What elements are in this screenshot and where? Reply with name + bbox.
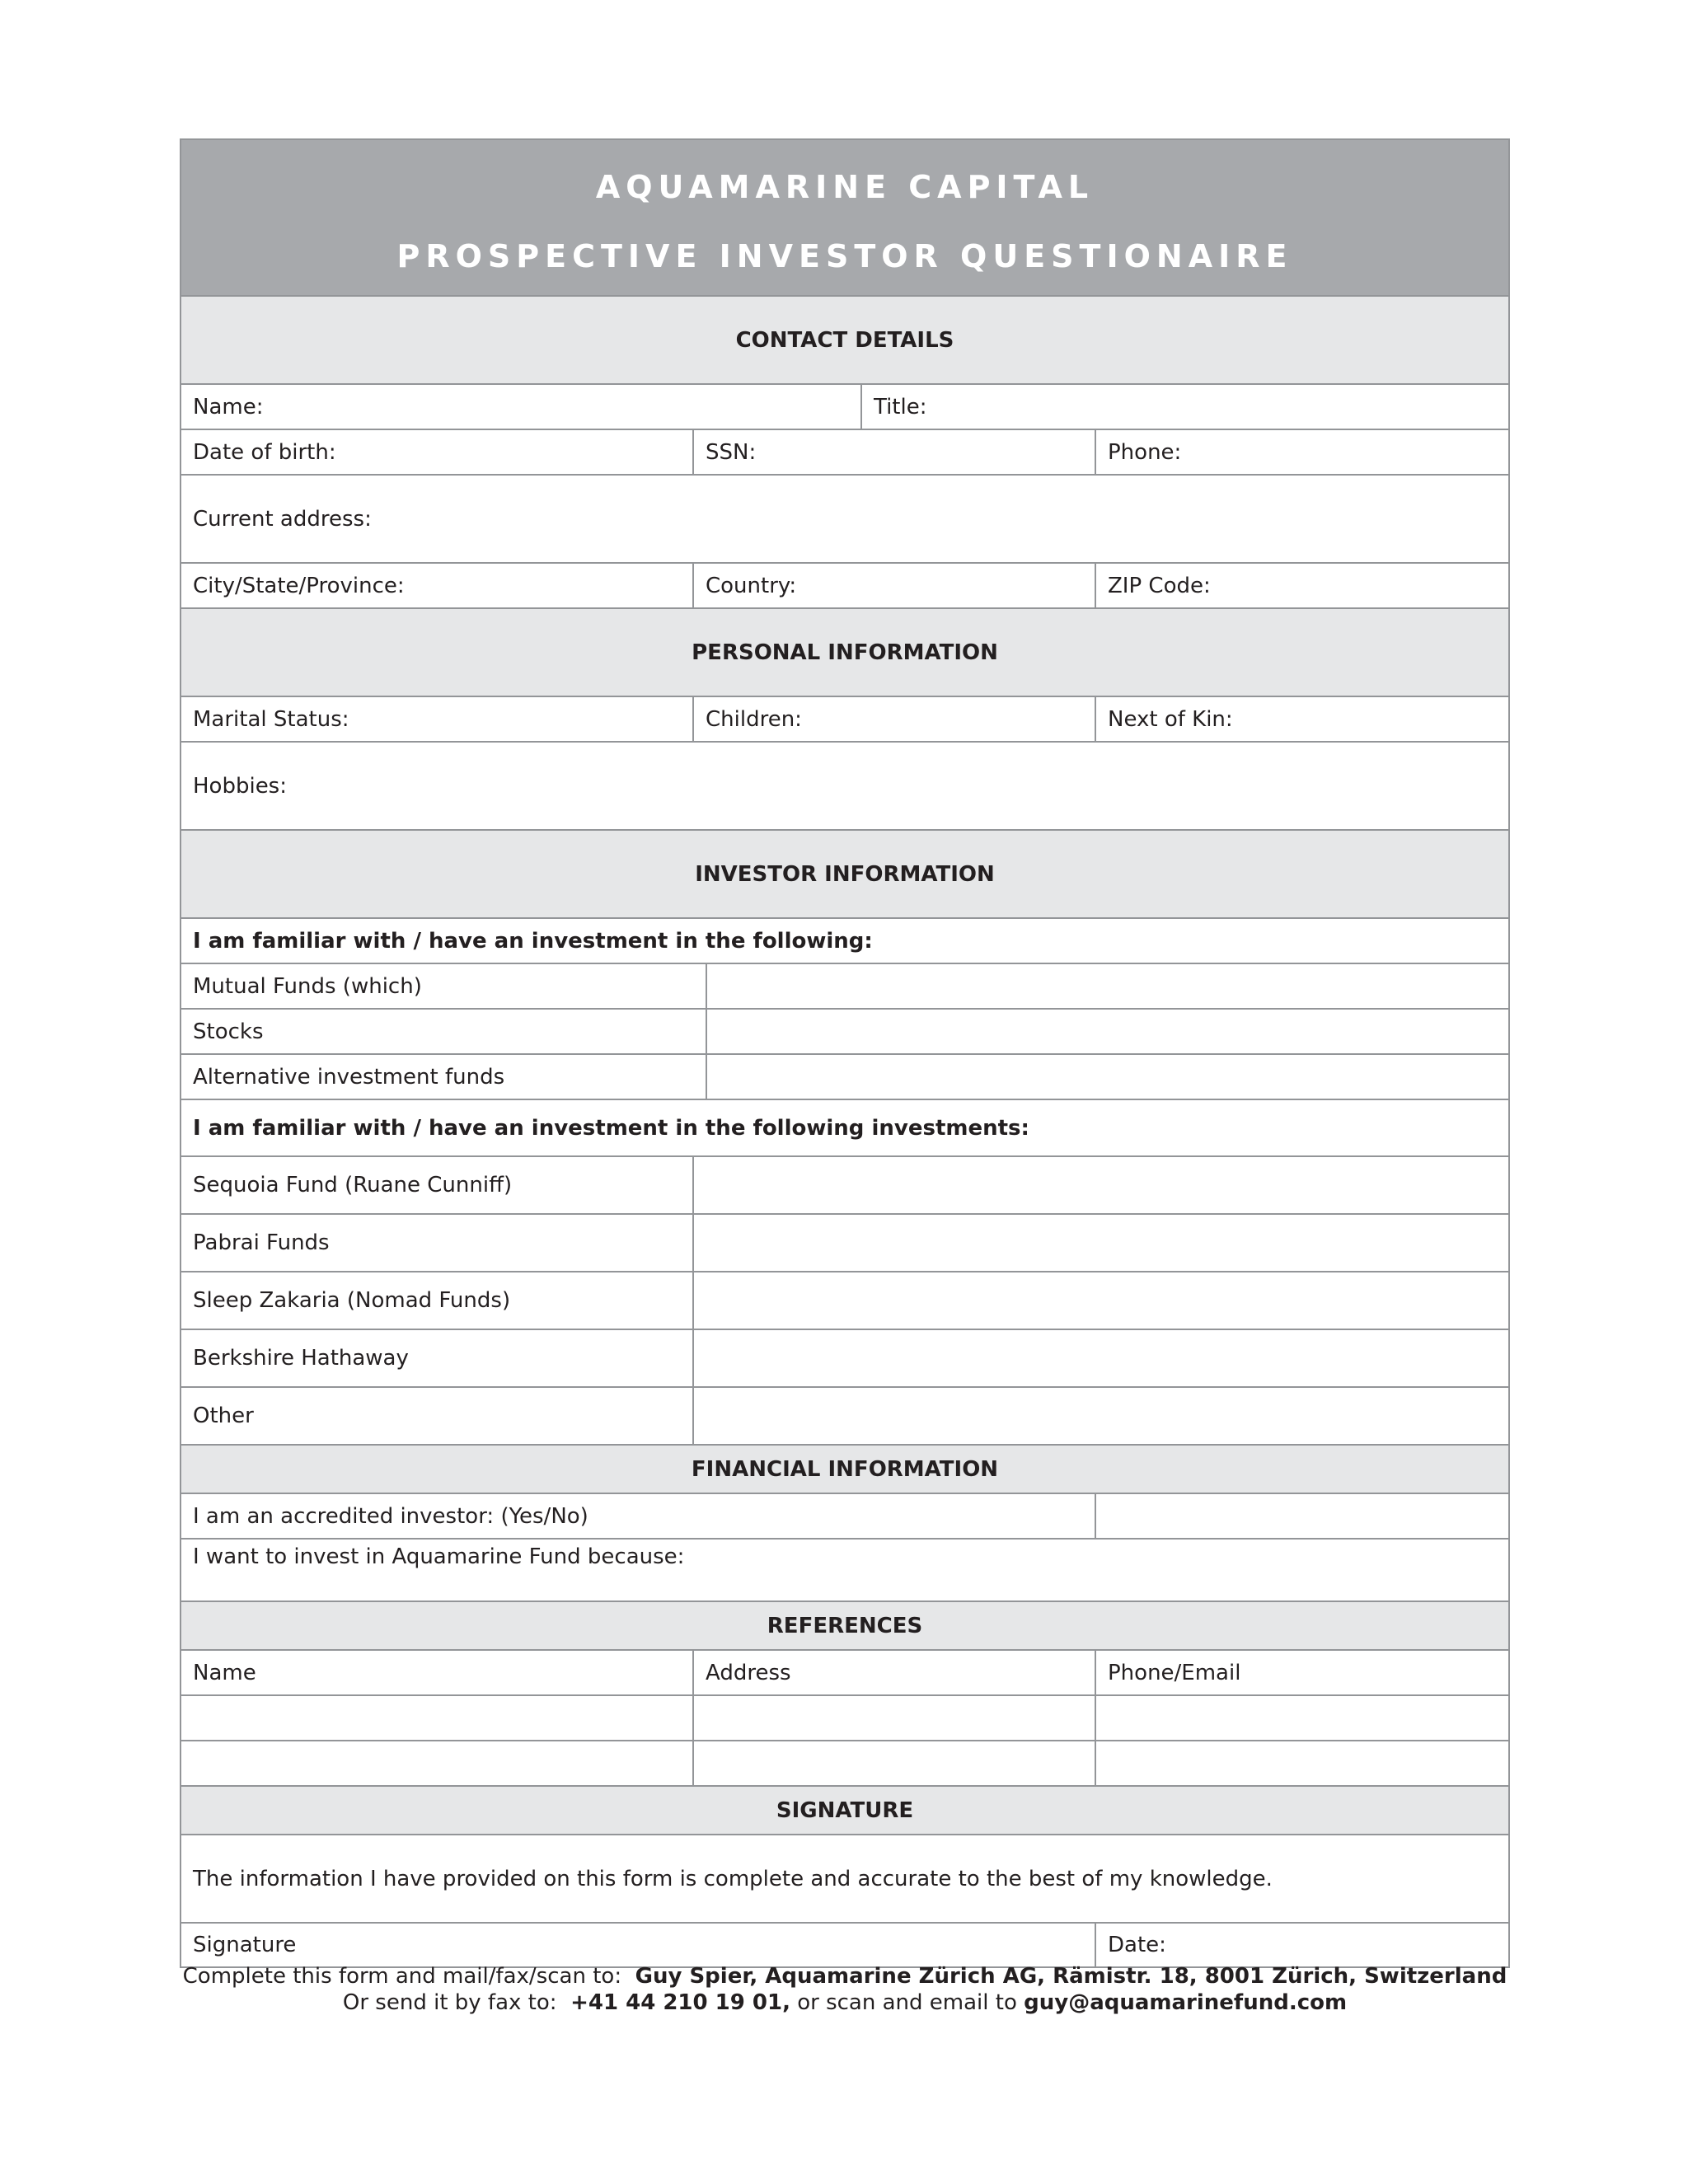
hobbies-field[interactable] bbox=[181, 743, 1508, 829]
alternative-funds-input[interactable] bbox=[706, 1055, 1508, 1099]
investor-form bbox=[180, 138, 1510, 1968]
reference-address-input[interactable] bbox=[692, 1741, 1095, 1785]
country-field[interactable] bbox=[692, 564, 1095, 607]
accredited-input[interactable] bbox=[1095, 1494, 1508, 1538]
row-label: Mutual Funds (which) bbox=[193, 973, 422, 999]
form-row bbox=[181, 917, 1508, 963]
column-header: Name bbox=[193, 1660, 256, 1685]
reference-row bbox=[181, 1694, 1508, 1740]
footer-line-1 bbox=[180, 1964, 1510, 1989]
investor-section-header bbox=[181, 829, 1508, 917]
field-label: ZIP Code: bbox=[1108, 573, 1211, 598]
name-field[interactable] bbox=[181, 385, 860, 429]
other-input[interactable] bbox=[692, 1388, 1508, 1444]
field-label: Date of birth: bbox=[193, 439, 336, 465]
references-section-header bbox=[181, 1601, 1508, 1649]
row-label: Alternative investment funds bbox=[193, 1064, 505, 1090]
zip-field[interactable] bbox=[1095, 564, 1508, 607]
contact-section-header bbox=[181, 295, 1508, 383]
row-label: Berkshire Hathaway bbox=[193, 1346, 409, 1371]
field-label: Country: bbox=[706, 573, 797, 598]
section-heading: INVESTOR INFORMATION bbox=[181, 831, 1508, 917]
ssn-field[interactable] bbox=[692, 430, 1095, 474]
berkshire-input[interactable] bbox=[692, 1330, 1508, 1386]
section-heading: CONTACT DETAILS bbox=[181, 297, 1508, 383]
familiar-investments-prompt: I am familiar with / have an investment in the following investments: bbox=[193, 1115, 1029, 1141]
row-label: Sequoia Fund (Ruane Cunniff) bbox=[193, 1173, 513, 1197]
form-row bbox=[181, 1538, 1508, 1601]
form-row bbox=[181, 1493, 1508, 1538]
investment-type-row bbox=[181, 963, 1508, 1008]
references-header-row bbox=[181, 1649, 1508, 1694]
kin-field[interactable] bbox=[1095, 697, 1508, 741]
phone-field[interactable] bbox=[1095, 430, 1508, 474]
field-label: Marital Status: bbox=[193, 706, 349, 732]
section-heading: FINANCIAL INFORMATION bbox=[181, 1446, 1508, 1493]
reference-name-input[interactable] bbox=[181, 1696, 692, 1740]
row-label: Other bbox=[193, 1404, 254, 1428]
investment-type-row bbox=[181, 1008, 1508, 1053]
field-label: Current address: bbox=[193, 506, 372, 532]
field-label: Hobbies: bbox=[193, 773, 287, 799]
personal-section-header bbox=[181, 607, 1508, 696]
form-row bbox=[181, 1099, 1508, 1155]
field-label: SSN: bbox=[706, 439, 757, 465]
form-title: PROSPECTIVE INVESTOR QUESTIONAIRE bbox=[396, 238, 1293, 274]
column-header: Address bbox=[692, 1651, 1095, 1694]
date-field[interactable] bbox=[1095, 1924, 1508, 1966]
fax-number: +41 44 210 19 01, bbox=[570, 1990, 790, 2015]
fund-row bbox=[181, 1329, 1508, 1386]
row-label: I am an accredited investor: (Yes/No) bbox=[193, 1503, 588, 1529]
signature-section-header bbox=[181, 1785, 1508, 1834]
section-heading: SIGNATURE bbox=[181, 1787, 1508, 1834]
signature-field[interactable] bbox=[181, 1924, 1095, 1966]
field-label: Signature bbox=[193, 1933, 297, 1957]
reference-row bbox=[181, 1740, 1508, 1785]
footer-text: or scan and email to bbox=[797, 1990, 1017, 2015]
fund-row bbox=[181, 1213, 1508, 1271]
mutual-funds-input[interactable] bbox=[706, 964, 1508, 1008]
form-row bbox=[181, 1834, 1508, 1922]
nomad-input[interactable] bbox=[692, 1272, 1508, 1329]
reference-contact-input[interactable] bbox=[1095, 1741, 1508, 1785]
field-label: City/State/Province: bbox=[193, 573, 405, 598]
familiar-prompt: I am familiar with / have an investment in the following: bbox=[193, 928, 873, 954]
email-link[interactable]: guy@aquamarinefund.com bbox=[1024, 1990, 1348, 2015]
certification-statement: The information I have provided on this form is complete and accurate to the best of my knowledge. bbox=[193, 1866, 1273, 1891]
reason-field[interactable] bbox=[181, 1540, 1508, 1601]
section-heading: REFERENCES bbox=[181, 1602, 1508, 1649]
column-header: Phone/Email bbox=[1095, 1651, 1508, 1694]
field-label: Date: bbox=[1108, 1933, 1166, 1957]
form-row bbox=[181, 696, 1508, 741]
form-row bbox=[181, 741, 1508, 829]
field-label: Next of Kin: bbox=[1108, 706, 1233, 732]
marital-field[interactable] bbox=[181, 697, 692, 741]
sequoia-input[interactable] bbox=[692, 1157, 1508, 1213]
field-label: Children: bbox=[706, 706, 802, 732]
field-label: Phone: bbox=[1108, 439, 1182, 465]
mailing-address: Guy Spier, Aquamarine Zürich AG, Rämistr. 18, 8001 Zürich, Switzerland bbox=[635, 1964, 1507, 1989]
reference-address-input[interactable] bbox=[692, 1696, 1095, 1740]
field-label: Title: bbox=[874, 394, 927, 419]
reference-contact-input[interactable] bbox=[1095, 1696, 1508, 1740]
row-label: Stocks bbox=[193, 1019, 264, 1044]
field-label: Name: bbox=[193, 394, 264, 419]
fund-row bbox=[181, 1386, 1508, 1444]
field-label: I want to invest in Aquamarine Fund because: bbox=[193, 1544, 685, 1569]
form-row bbox=[181, 429, 1508, 474]
fund-row bbox=[181, 1155, 1508, 1213]
stocks-input[interactable] bbox=[706, 1010, 1508, 1053]
pabrai-input[interactable] bbox=[692, 1215, 1508, 1271]
footer-line-2 bbox=[180, 1990, 1510, 2015]
financial-section-header bbox=[181, 1444, 1508, 1493]
form-row bbox=[181, 562, 1508, 607]
form-header bbox=[181, 140, 1508, 295]
footer-text: Or send it by fax to: bbox=[342, 1990, 557, 2015]
row-label: Sleep Zakaria (Nomad Funds) bbox=[193, 1288, 511, 1313]
dob-field[interactable] bbox=[181, 430, 692, 474]
form-row bbox=[181, 474, 1508, 562]
company-name: AQUAMARINE CAPITAL bbox=[595, 169, 1095, 205]
row-label: Pabrai Funds bbox=[193, 1230, 330, 1255]
reference-name-input[interactable] bbox=[181, 1741, 692, 1785]
form-row bbox=[181, 383, 1508, 429]
title-field[interactable] bbox=[860, 385, 1508, 429]
investment-type-row bbox=[181, 1053, 1508, 1099]
form-row bbox=[181, 1922, 1508, 1966]
fund-row bbox=[181, 1271, 1508, 1329]
children-field[interactable] bbox=[692, 697, 1095, 741]
section-heading: PERSONAL INFORMATION bbox=[181, 609, 1508, 696]
footer-text: Complete this form and mail/fax/scan to: bbox=[182, 1964, 622, 1989]
address-field[interactable] bbox=[181, 476, 1508, 562]
city-field[interactable] bbox=[181, 564, 692, 607]
